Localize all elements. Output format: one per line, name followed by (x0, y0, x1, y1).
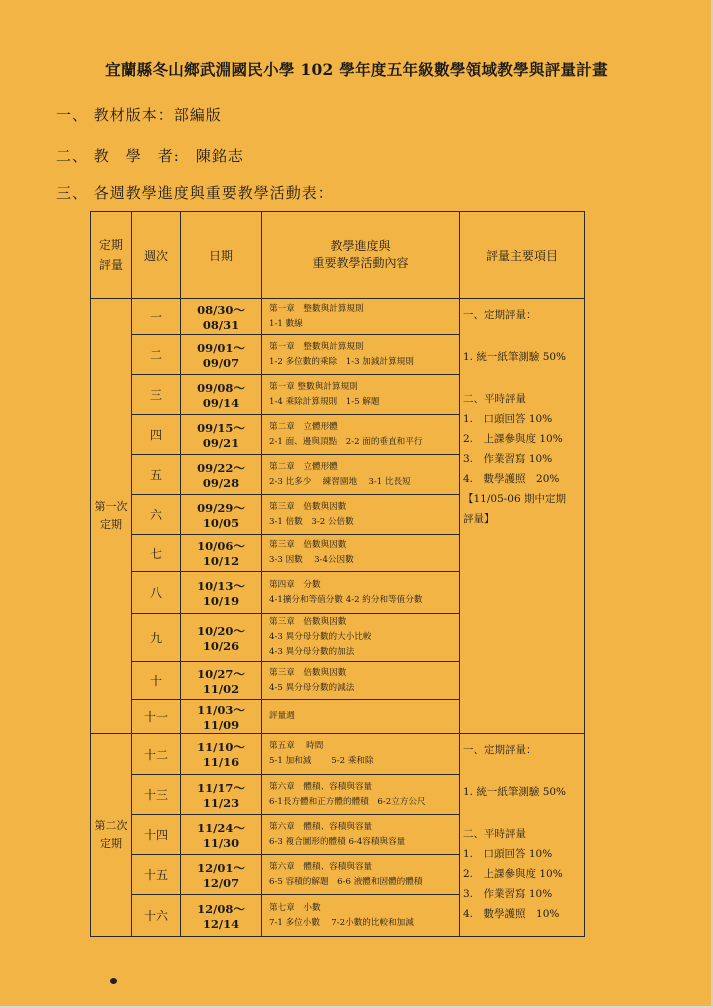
schedule-table (90, 211, 585, 937)
evaluation-line: 3. 作業習寫 10% (463, 453, 553, 465)
week-cell: 六 (132, 495, 181, 535)
content-cell (262, 335, 460, 375)
week-cell: 十 (132, 662, 181, 700)
schedule-body (91, 299, 585, 937)
evaluation-line (463, 802, 584, 824)
evaluation-line: 1. 口頭回答 10% (463, 413, 553, 425)
evaluation-line (463, 760, 584, 782)
content-line: 第六章 體積、容積與容量 (269, 821, 373, 832)
content-line: 第七章 小數 (269, 902, 321, 913)
content-line: 第一章 整數與計算規則 (269, 341, 364, 352)
evaluation-line: 一、定期評量： (463, 744, 537, 756)
content-cell (262, 535, 460, 572)
header-date: 日期 (181, 212, 262, 299)
content-cell (262, 662, 460, 700)
evaluation-line: 一、定期評量： (463, 309, 537, 321)
table-header-row (91, 212, 585, 299)
header-week: 週次 (132, 212, 181, 299)
date-cell: 09/29～10/05 (181, 495, 262, 535)
content-line: 7-1 多位小數 7-2小數的比較和加減 (269, 917, 414, 928)
evaluation-line: 2. 上課參與度 10% (463, 433, 563, 445)
evaluation-line: 3. 作業習寫 10% (463, 888, 553, 900)
content-line: 4-5 異分母分數的減法 (269, 682, 355, 693)
content-line: 第五章 時間 (269, 741, 324, 751)
date-cell: 10/06～10/12 (181, 535, 262, 572)
evaluation-line: 4. 數學護照 20% (463, 473, 560, 485)
evaluation-cell (460, 734, 585, 937)
header-content: 教學進度與 重要教學活動內容 (262, 212, 460, 299)
section-schedule: 三、 各週教學進度與重要教學活動表： (56, 184, 334, 202)
content-line: 2-1 面、邊與頂點 2-2 面的垂直和平行 (269, 436, 423, 447)
week-cell: 七 (132, 535, 181, 572)
content-line: 2-3 比多少 練習園地 3-1 比長短 (269, 476, 411, 487)
evaluation-line: 1. 口頭回答 10% (463, 848, 553, 860)
content-cell (262, 700, 460, 734)
content-line: 4-3 異分母分數的大小比較 (269, 632, 372, 642)
content-line: 第六章 體積、容積與容量 (269, 781, 373, 792)
content-line: 1-4 乘除計算規則 1-5 解題 (269, 396, 380, 407)
week-cell: 九 (132, 614, 181, 662)
content-cell (262, 895, 460, 937)
date-cell: 10/20～10/26 (181, 614, 262, 662)
content-line: 3-3 因數 3-4公因數 (269, 555, 354, 565)
date-cell: 08/30～08/31 (181, 299, 262, 335)
content-line: 第二章 立體形體 (269, 461, 338, 472)
content-line: 評量週 (269, 711, 295, 721)
week-cell: 十一 (132, 700, 181, 734)
content-line: 6-1長方體和正方體的體積 6-2立方公尺 (269, 796, 426, 807)
header-period: 定期 評量 (91, 212, 132, 299)
period-label: 第二次 定期 (91, 734, 132, 937)
week-cell: 十六 (132, 895, 181, 937)
content-line: 第三章 倍數與因數 (269, 617, 347, 627)
section-textbook: 一、 教材版本：部編版 (56, 106, 222, 124)
evaluation-line: 4. 數學護照 10% (463, 908, 560, 920)
table-row (91, 299, 585, 335)
content-line: 第三章 倍數與因數 (269, 540, 347, 550)
week-cell: 四 (132, 415, 181, 455)
week-cell: 一 (132, 299, 181, 335)
content-cell (262, 299, 460, 335)
content-line: 第一章 整數與計算規則 (269, 381, 358, 392)
evaluation-line: 二、平時評量 (463, 828, 526, 840)
content-line: 3-1 倍數 3-2 公倍數 (269, 516, 354, 527)
evaluation-line: 2. 上課參與度 10% (463, 868, 563, 880)
period-label: 第一次 定期 (91, 299, 132, 734)
evaluation-line: 【11/05-06 期中定期 (463, 493, 567, 505)
content-line: 第二章 立體形體 (269, 421, 338, 432)
date-cell: 11/17～11/23 (181, 775, 262, 815)
content-line: 1-1 數線 (269, 318, 303, 329)
content-cell (262, 572, 460, 614)
week-cell: 三 (132, 375, 181, 415)
content-cell (262, 455, 460, 495)
content-cell (262, 815, 460, 855)
week-cell: 十二 (132, 734, 181, 775)
date-cell: 10/13～10/19 (181, 572, 262, 614)
content-cell (262, 734, 460, 775)
week-cell: 八 (132, 572, 181, 614)
evaluation-line: 二、平時評量 (463, 393, 526, 405)
week-cell: 十五 (132, 855, 181, 895)
content-line: 6-5 容積的解題 6-6 液體和固體的體積 (269, 876, 423, 887)
content-line: 5-1 加和減 5-2 乘和除 (269, 756, 374, 766)
date-cell: 12/01～12/07 (181, 855, 262, 895)
content-line: 第六章 體積、容積與容量 (269, 861, 373, 872)
content-line: 第三章 倍數與因數 (269, 501, 347, 512)
content-cell (262, 614, 460, 662)
section-teacher: 二、 教 學 者: 陳銘志 (56, 147, 244, 165)
evaluation-line (463, 367, 584, 389)
content-line: 第四章 分數 (269, 579, 321, 590)
content-line: 第三章 倍數與因數 (269, 667, 347, 678)
content-cell (262, 495, 460, 535)
date-cell: 09/08～09/14 (181, 375, 262, 415)
scan-speck (110, 978, 117, 984)
content-cell (262, 375, 460, 415)
week-cell: 五 (132, 455, 181, 495)
content-line: 1-2 多位數的乘除 1-3 加減計算規則 (269, 356, 414, 367)
content-cell (262, 415, 460, 455)
date-cell: 09/22～09/28 (181, 455, 262, 495)
header-evaluation: 評量主要項目 (460, 212, 585, 299)
content-line: 第一章 整數與計算規則 (269, 303, 364, 314)
evaluation-line: 1. 統一紙筆測驗 50% (463, 351, 567, 363)
content-line: 4-1擴分和等值分數 4-2 約分和等值分數 (269, 594, 423, 605)
evaluation-line (463, 325, 584, 347)
week-cell: 十四 (132, 815, 181, 855)
evaluation-cell (460, 299, 585, 734)
content-cell (262, 775, 460, 815)
table-row (91, 734, 585, 775)
content-line: 6-3 複合圖形的體積 6-4容積與容量 (269, 836, 406, 847)
date-cell: 10/27～11/02 (181, 662, 262, 700)
date-cell: 11/03～11/09 (181, 700, 262, 734)
page-title: 宜蘭縣冬山鄉武淵國民小學 102 學年度五年級數學領域教學與評量計畫 (105, 60, 608, 79)
week-cell: 十三 (132, 775, 181, 815)
date-cell: 11/10～11/16 (181, 734, 262, 775)
evaluation-line: 評量】 (463, 513, 495, 525)
content-line: 4-3 異分母分數的加法 (269, 647, 355, 657)
date-cell: 09/01～09/07 (181, 335, 262, 375)
content-cell (262, 855, 460, 895)
date-cell: 11/24～11/30 (181, 815, 262, 855)
date-cell: 09/15～09/21 (181, 415, 262, 455)
evaluation-line: 1. 統一紙筆測驗 50% (463, 786, 567, 798)
week-cell: 二 (132, 335, 181, 375)
date-cell: 12/08～12/14 (181, 895, 262, 937)
